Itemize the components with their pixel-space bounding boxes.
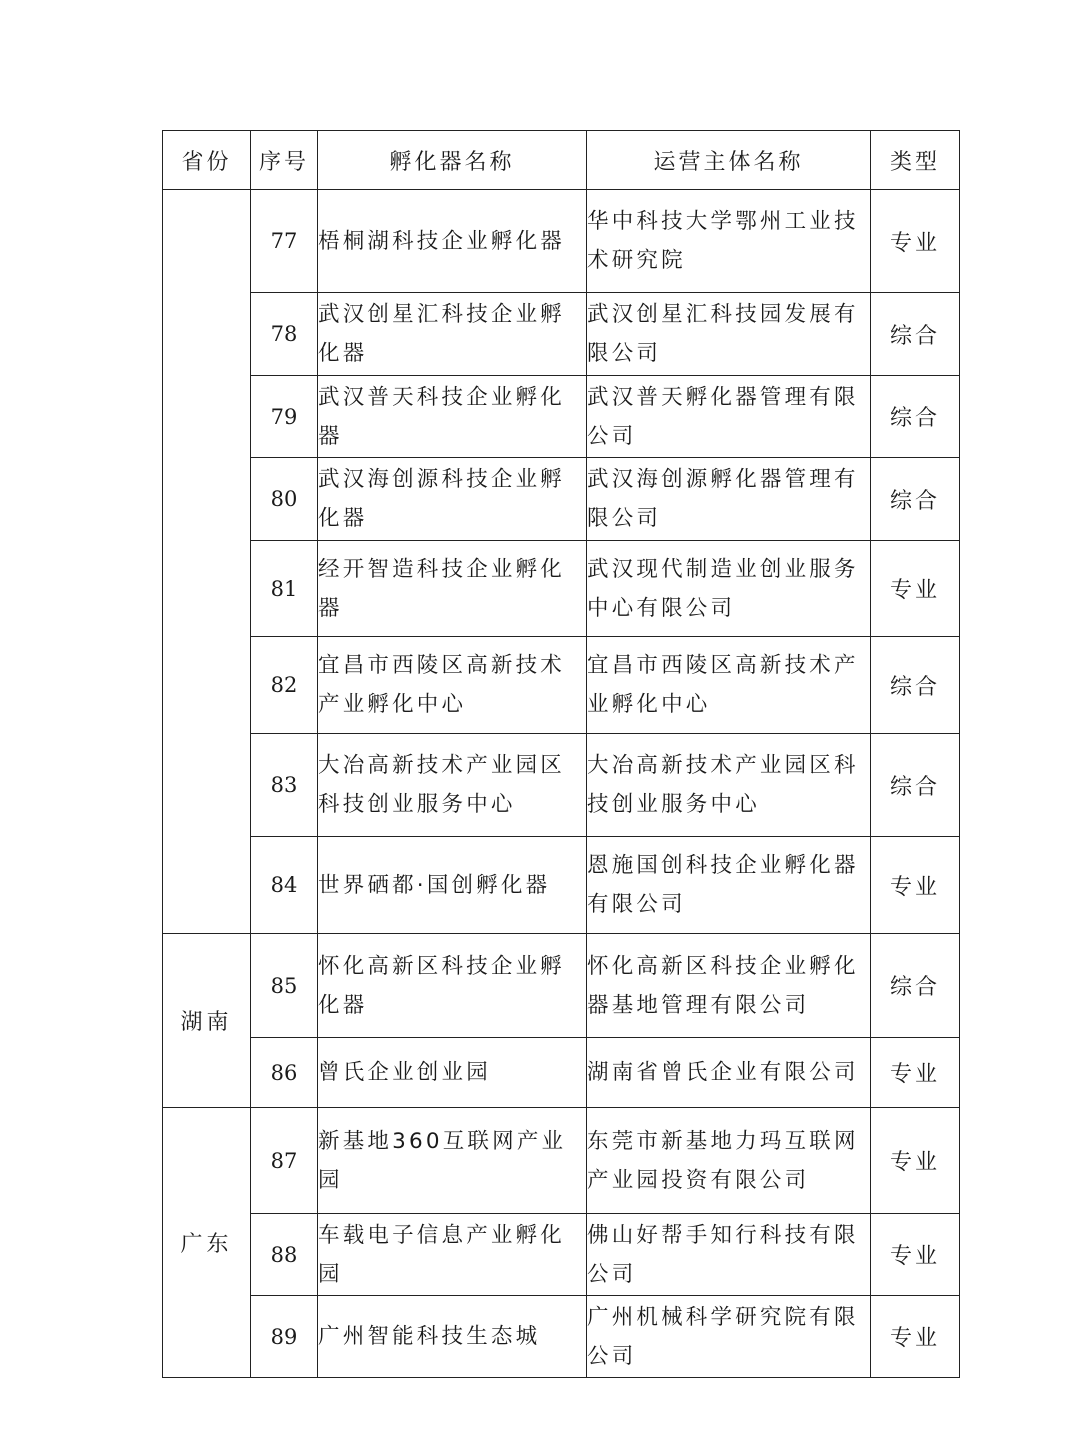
operator-name-cell: 恩施国创科技企业孵化器有限公司 [587, 837, 871, 934]
incubator-name-cell: 车载电子信息产业孵化园 [318, 1214, 587, 1296]
seq-cell: 86 [251, 1038, 318, 1108]
seq-cell: 83 [251, 734, 318, 837]
operator-name-cell: 武汉创星汇科技园发展有限公司 [587, 293, 871, 376]
seq-cell: 78 [251, 293, 318, 376]
header-operator-name: 运营主体名称 [587, 131, 871, 190]
table-header-row [163, 131, 960, 190]
type-cell: 专业 [871, 1296, 960, 1378]
type-cell: 专业 [871, 1038, 960, 1108]
incubator-name-cell: 怀化高新区科技企业孵化器 [318, 934, 587, 1038]
seq-cell: 87 [251, 1108, 318, 1214]
table-row [163, 541, 960, 637]
incubator-name-cell: 世界硒都·国创孵化器 [318, 837, 587, 934]
operator-name-cell: 佛山好帮手知行科技有限公司 [587, 1214, 871, 1296]
table-row [163, 934, 960, 1038]
seq-cell: 81 [251, 541, 318, 637]
incubator-name-cell: 广州智能科技生态城 [318, 1296, 587, 1378]
province-cell: 湖南 [163, 934, 251, 1108]
header-incubator-name: 孵化器名称 [318, 131, 587, 190]
type-cell: 专业 [871, 1214, 960, 1296]
type-cell: 综合 [871, 458, 960, 541]
operator-name-cell: 武汉海创源孵化器管理有限公司 [587, 458, 871, 541]
table-row [163, 637, 960, 734]
seq-cell: 88 [251, 1214, 318, 1296]
operator-name-cell: 武汉普天孵化器管理有限公司 [587, 376, 871, 458]
table-row [163, 1108, 960, 1214]
seq-cell: 89 [251, 1296, 318, 1378]
type-cell: 综合 [871, 734, 960, 837]
seq-cell: 80 [251, 458, 318, 541]
incubator-name-cell: 经开智造科技企业孵化器 [318, 541, 587, 637]
type-cell: 专业 [871, 837, 960, 934]
table-row [163, 1296, 960, 1378]
incubator-name-cell: 武汉普天科技企业孵化器 [318, 376, 587, 458]
seq-cell: 84 [251, 837, 318, 934]
operator-name-cell: 华中科技大学鄂州工业技术研究院 [587, 190, 871, 293]
operator-name-cell: 广州机械科学研究院有限公司 [587, 1296, 871, 1378]
incubator-name-cell: 宜昌市西陵区高新技术产业孵化中心 [318, 637, 587, 734]
table-row [163, 376, 960, 458]
type-cell: 综合 [871, 934, 960, 1038]
seq-cell: 82 [251, 637, 318, 734]
type-cell: 专业 [871, 190, 960, 293]
table-row [163, 1214, 960, 1296]
table-row [163, 1038, 960, 1108]
province-cell: 广东 [163, 1108, 251, 1378]
table-row [163, 190, 960, 293]
header-province: 省份 [163, 131, 251, 190]
seq-cell: 77 [251, 190, 318, 293]
table-row [163, 734, 960, 837]
incubator-name-cell: 武汉海创源科技企业孵化器 [318, 458, 587, 541]
seq-cell: 79 [251, 376, 318, 458]
table-row [163, 837, 960, 934]
province-cell [163, 190, 251, 934]
operator-name-cell: 宜昌市西陵区高新技术产业孵化中心 [587, 637, 871, 734]
incubator-name-cell: 武汉创星汇科技企业孵化器 [318, 293, 587, 376]
operator-name-cell: 大冶高新技术产业园区科技创业服务中心 [587, 734, 871, 837]
incubator-name-cell: 梧桐湖科技企业孵化器 [318, 190, 587, 293]
operator-name-cell: 东莞市新基地力玛互联网产业园投资有限公司 [587, 1108, 871, 1214]
incubator-name-cell: 曾氏企业创业园 [318, 1038, 587, 1108]
type-cell: 专业 [871, 541, 960, 637]
header-type: 类型 [871, 131, 960, 190]
type-cell: 专业 [871, 1108, 960, 1214]
operator-name-cell: 武汉现代制造业创业服务中心有限公司 [587, 541, 871, 637]
header-seq: 序号 [251, 131, 318, 190]
table-row [163, 458, 960, 541]
incubator-table [162, 130, 960, 1378]
operator-name-cell: 怀化高新区科技企业孵化器基地管理有限公司 [587, 934, 871, 1038]
type-cell: 综合 [871, 293, 960, 376]
incubator-name-cell: 新基地360互联网产业园 [318, 1108, 587, 1214]
type-cell: 综合 [871, 376, 960, 458]
seq-cell: 85 [251, 934, 318, 1038]
operator-name-cell: 湖南省曾氏企业有限公司 [587, 1038, 871, 1108]
incubator-name-cell: 大冶高新技术产业园区科技创业服务中心 [318, 734, 587, 837]
table-row [163, 293, 960, 376]
type-cell: 综合 [871, 637, 960, 734]
